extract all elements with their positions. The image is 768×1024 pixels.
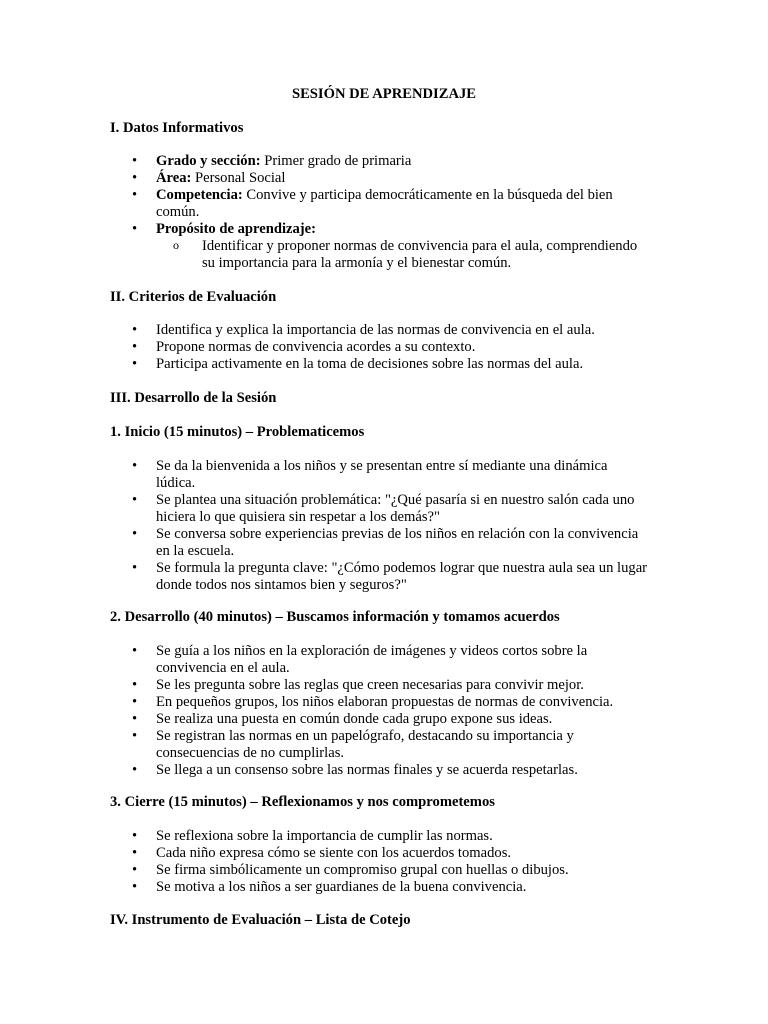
datos-list xyxy=(110,153,650,272)
item-text: Se registran las normas en un papelógrafo, destacando su importancia y consecuencias de no cumplirlas. xyxy=(156,728,574,761)
area-label: Área: xyxy=(156,170,192,186)
list-item xyxy=(110,458,650,492)
list-item xyxy=(110,170,650,187)
heading-instrumento: IV. Instrumento de Evaluación – Lista de Cotejo xyxy=(110,912,411,928)
bullet-icon: • xyxy=(132,492,138,508)
bullet-icon: • xyxy=(132,845,138,861)
list-item xyxy=(110,356,650,373)
item-text: Cada niño expresa cómo se siente con los acuerdos tomados. xyxy=(156,845,512,861)
bullet-icon: • xyxy=(132,339,138,355)
area-value: Personal Social xyxy=(191,170,286,186)
list-item xyxy=(110,187,650,221)
competencia-label: Competencia: xyxy=(156,187,243,203)
item-text: Se formula la pregunta clave: "¿Cómo podemos lograr que nuestra aula sea un lugar donde todos nos sintamos bien y seguros?" xyxy=(156,560,648,593)
heading-inicio: 1. Inicio (15 minutos) – Problematicemos xyxy=(110,424,365,440)
list-item xyxy=(110,728,650,762)
bullet-icon: • xyxy=(132,694,138,710)
list-item xyxy=(110,879,650,896)
list-item xyxy=(110,643,650,677)
heading-desarrollo: 2. Desarrollo (40 minutos) – Buscamos información y tomamos acuerdos xyxy=(110,609,560,625)
list-item xyxy=(110,221,650,272)
list-item xyxy=(110,322,650,339)
proposito-text: Identificar y proponer normas de convivencia para el aula, comprendiendo su importancia para la armonía y el bienestar común. xyxy=(202,238,638,271)
list-item xyxy=(110,677,650,694)
bullet-icon: • xyxy=(132,356,138,372)
grado-label: Grado y sección: xyxy=(156,153,261,169)
bullet-icon: • xyxy=(132,221,138,237)
list-item xyxy=(110,862,650,879)
competencia-value: Convive y participa democráticamente en la búsqueda del bien común. xyxy=(156,187,613,220)
list-item xyxy=(110,560,650,594)
bullet-icon: • xyxy=(132,526,138,542)
item-text: Se conversa sobre experiencias previas de los niños en relación con la convivencia en la escuela. xyxy=(156,526,639,559)
inicio-list xyxy=(110,458,650,594)
item-text: Se llega a un consenso sobre las normas finales y se acuerda respetarlas. xyxy=(156,762,578,778)
item-text: Se plantea una situación problemática: "¿Qué pasaría si en nuestro salón cada uno hiciera lo que quisiera sin respetar a los demás?" xyxy=(156,492,635,525)
list-item xyxy=(110,711,650,728)
grado-value: Primer grado de primaria xyxy=(260,153,412,169)
heading-criterios: II. Criterios de Evaluación xyxy=(110,289,277,305)
desarrollo-list xyxy=(110,643,650,779)
list-item xyxy=(110,339,650,356)
item-text: En pequeños grupos, los niños elaboran propuestas de normas de convivencia. xyxy=(156,694,614,710)
item-text: Propone normas de convivencia acordes a su contexto. xyxy=(156,339,476,355)
item-text: Se guía a los niños en la exploración de imágenes y videos cortos sobre la convivencia en el aula. xyxy=(156,643,588,676)
bullet-icon: • xyxy=(132,153,138,169)
bullet-icon: • xyxy=(132,643,138,659)
heading-cierre: 3. Cierre (15 minutos) – Reflexionamos y nos comprometemos xyxy=(110,794,495,810)
item-text: Se motiva a los niños a ser guardianes de la buena convivencia. xyxy=(156,879,527,895)
list-item xyxy=(110,694,650,711)
item-text: Se les pregunta sobre las reglas que creen necesarias para convivir mejor. xyxy=(156,677,584,693)
list-item xyxy=(110,153,650,170)
proposito-label: Propósito de aprendizaje: xyxy=(156,221,316,237)
bullet-icon: • xyxy=(132,879,138,895)
bullet-icon: • xyxy=(132,828,138,844)
circle-bullet-icon: o xyxy=(173,238,179,252)
document-title: SESIÓN DE APRENDIZAJE xyxy=(291,86,477,102)
item-text: Se firma simbólicamente un compromiso grupal con huellas o dibujos. xyxy=(156,862,569,878)
list-item xyxy=(110,762,650,779)
bullet-icon: • xyxy=(132,458,138,474)
bullet-icon: • xyxy=(132,170,138,186)
bullet-icon: • xyxy=(132,322,138,338)
bullet-icon: • xyxy=(132,728,138,744)
list-item xyxy=(110,828,650,845)
item-text: Identifica y explica la importancia de las normas de convivencia en el aula. xyxy=(156,322,595,338)
heading-desarrollo-sesion: III. Desarrollo de la Sesión xyxy=(110,390,277,406)
bullet-icon: • xyxy=(132,187,138,203)
bullet-icon: • xyxy=(132,711,138,727)
bullet-icon: • xyxy=(132,762,138,778)
item-text: Se reflexiona sobre la importancia de cumplir las normas. xyxy=(156,828,493,844)
bullet-icon: • xyxy=(132,560,138,576)
bullet-icon: • xyxy=(132,862,138,878)
item-text: Participa activamente en la toma de decisiones sobre las normas del aula. xyxy=(156,356,584,372)
sublist-item xyxy=(156,238,650,272)
cierre-list xyxy=(110,828,650,896)
bullet-icon: • xyxy=(132,677,138,693)
proposito-sublist xyxy=(156,238,650,272)
criterios-list xyxy=(110,322,650,373)
item-text: Se realiza una puesta en común donde cada grupo expone sus ideas. xyxy=(156,711,553,727)
list-item xyxy=(110,526,650,560)
item-text: Se da la bienvenida a los niños y se presentan entre sí mediante una dinámica lúdica. xyxy=(156,458,608,491)
list-item xyxy=(110,845,650,862)
heading-datos-informativos: I. Datos Informativos xyxy=(110,120,244,136)
list-item xyxy=(110,492,650,526)
